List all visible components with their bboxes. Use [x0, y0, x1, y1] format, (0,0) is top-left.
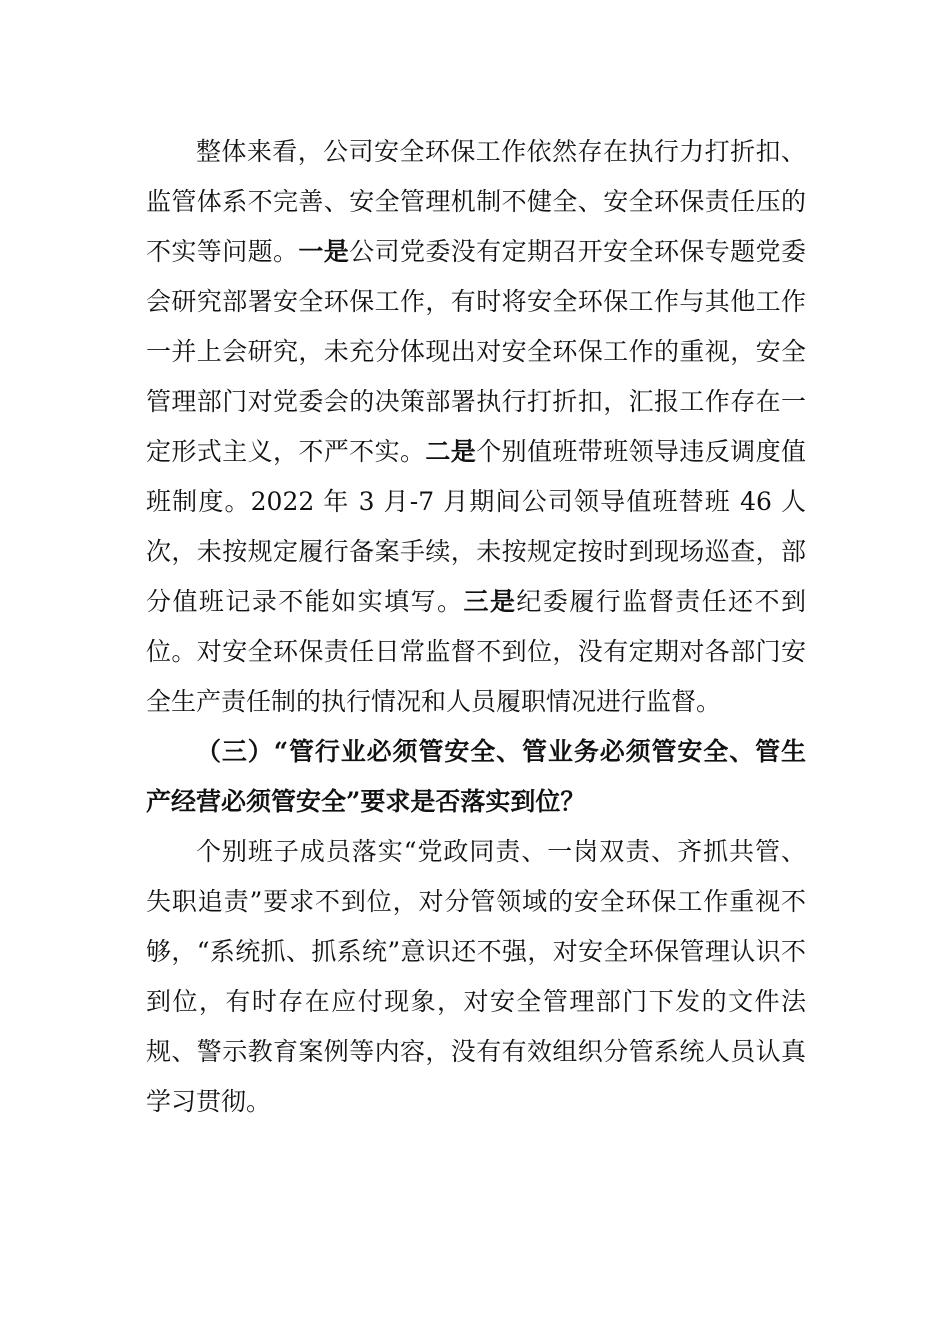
paragraph-overview [146, 127, 806, 727]
point-two-marker: 二是 [425, 437, 477, 466]
point-three-marker: 三是 [463, 587, 517, 616]
section-heading: （三）“管行业必须管安全、管业务必须管安全、管生产经营必须管安全”要求是否落实到位？ [146, 737, 806, 816]
point-two-text: 个别值班带班领导违反调度值班制度。2022 年 3 月-7 月期间公司领导值班替班 46 人次，未按规定履行备案手续，未按规定按时到现场巡查，部分值班记录不能如实填写。 [146, 437, 806, 616]
paragraph-leadership: 个别班子成员落实“党政同责、一岗双责、齐抓共管、失职追责”要求不到位，对分管领域的安全环保工作重视不够，“系统抓、抓系统”意识还不强，对安全环保管理认识不到位，有时存在应付现象，对安全管理部门下发的文件法规、警示教育案例等内容，没有有效组织分管系统人员认真学习贯彻。 [146, 837, 806, 1116]
overview-text: 整体来看，公司安全环保工作依然存在执行力打折扣、监管体系不完善、安全管理机制不健全、安全环保责任压的不实等问题。 [146, 137, 806, 266]
document-body [146, 127, 806, 1127]
point-three-text: 纪委履行监督责任还不到位。对安全环保责任日常监督不到位，没有定期对各部门安全生产责任制的执行情况和人员履职情况进行监督。 [146, 587, 806, 716]
point-one-text: 公司党委没有定期召开安全环保专题党委会研究部署安全环保工作，有时将安全环保工作与其他工作一并上会研究，未充分体现出对安全环保工作的重视，安全管理部门对党委会的决策部署执行打折扣，汇报工作存在一定形式主义，不严不实。 [146, 237, 806, 466]
point-one-marker: 一是 [298, 237, 350, 266]
